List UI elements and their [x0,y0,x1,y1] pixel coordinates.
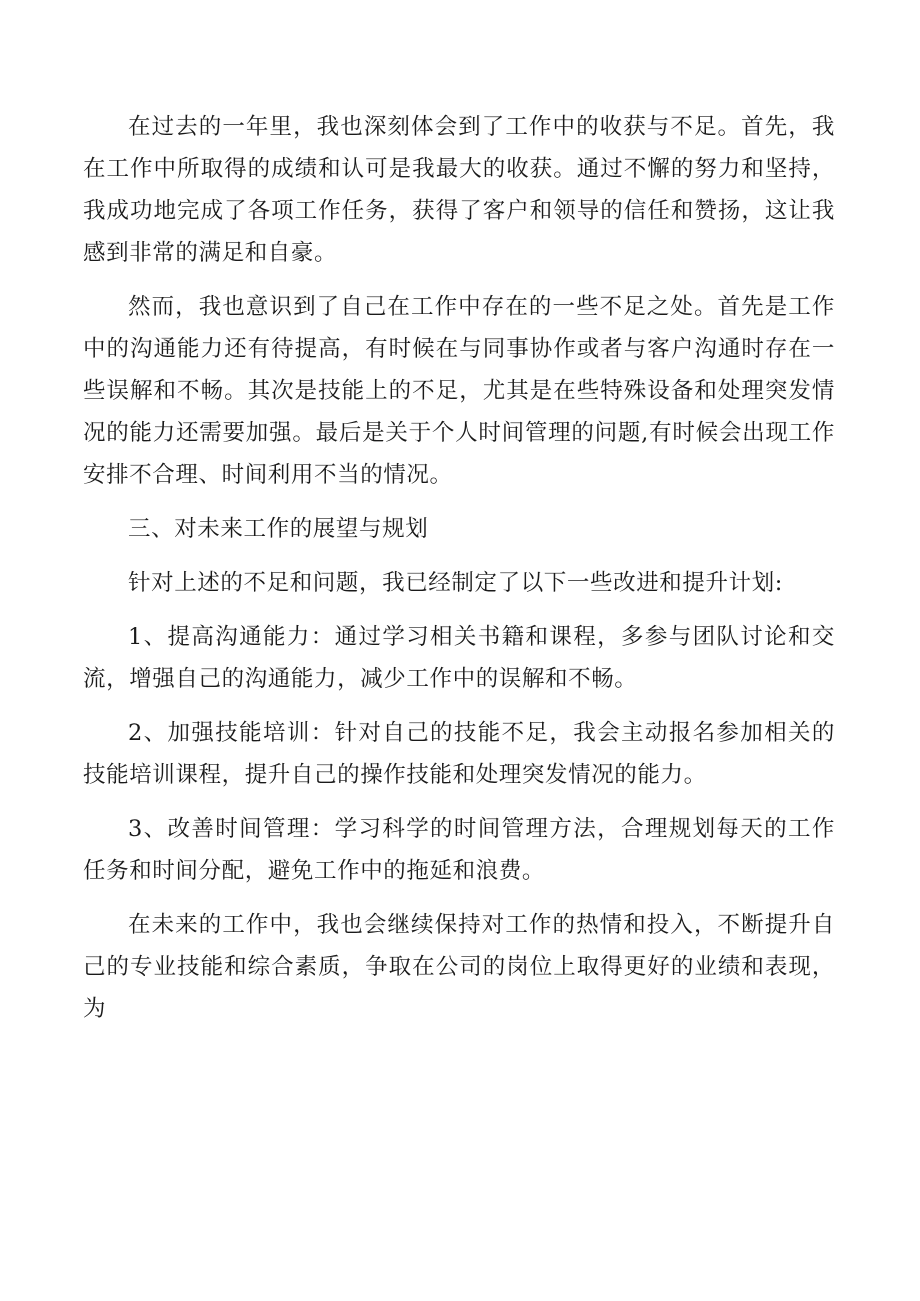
list-item-communication: 1、提高沟通能力：通过学习相关书籍和课程，多参与团队讨论和交流，增强自己的沟通能力，减少工作中的误解和不畅。 [83,624,835,692]
list-item-skills-training: 2、加强技能培训：针对自己的技能不足，我会主动报名参加相关的技能培训课程，提升自己的操作技能和处理突发情况的能力。 [83,720,835,788]
paragraph-future-commitment: 在未来的工作中，我也会继续保持对工作的热情和投入，不断提升自己的专业技能和综合素质，争取在公司的岗位上取得更好的业绩和表现，为 [83,912,835,1022]
paragraph-gains-and-shortcomings: 在过去的一年里，我也深刻体会到了工作中的收获与不足。首先，我在工作中所取得的成绩和认可是我最大的收获。通过不懈的努力和坚持，我成功地完成了各项工作任务，获得了客户和领导的信任和赞扬，这让我感到非常的满足和自豪。 [83,114,835,266]
document-body [83,106,835,1030]
paragraph-shortcomings-detail: 然而，我也意识到了自己在工作中存在的一些不足之处。首先是工作中的沟通能力还有待提高，有时候在与同事协作或者与客户沟通时存在一些误解和不畅。其次是技能上的不足，尤其是在些特殊设备和处理突发情况的能力还需要加强。最后是关于个人时间管理的问题,有时候会出现工作安排不合理、时间利用不当的情况。 [83,294,835,488]
paragraph-improvement-plan-intro: 针对上述的不足和问题，我已经制定了以下一些改进和提升计划: [128,570,783,596]
list-item-time-management: 3、改善时间管理：学习科学的时间管理方法，合理规划每天的工作任务和时间分配，避免工作中的拖延和浪费。 [83,816,835,884]
section-heading-future-outlook: 三、对未来工作的展望与规划 [128,516,429,542]
